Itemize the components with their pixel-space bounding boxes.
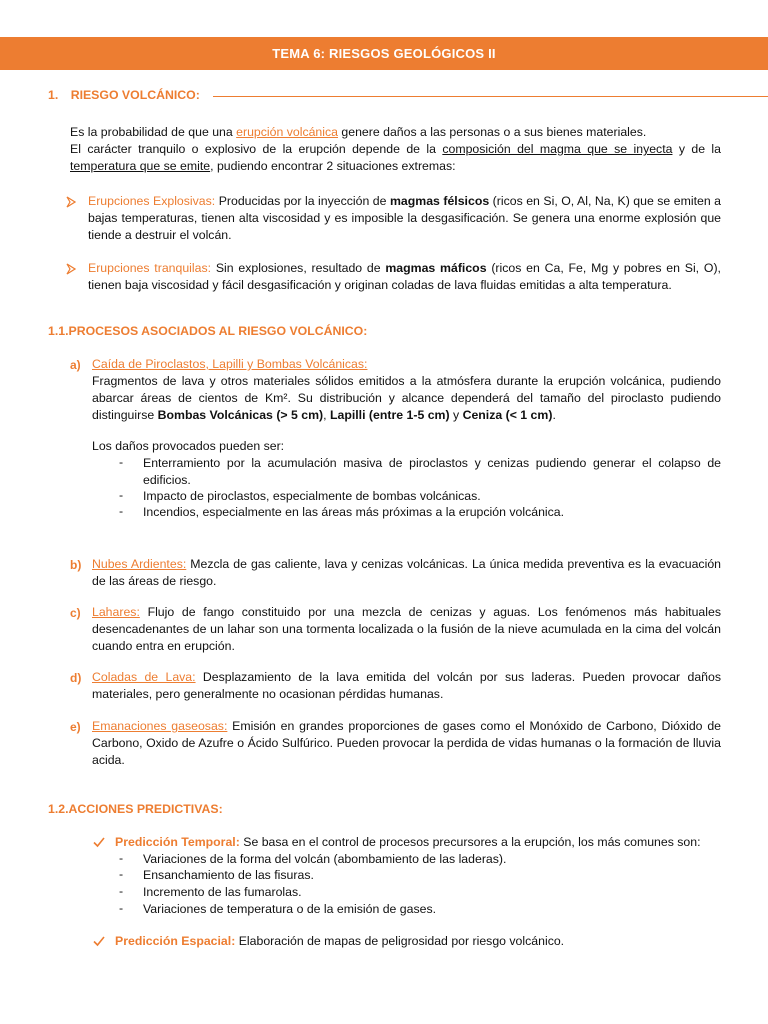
- item-d: [92, 669, 721, 703]
- eruption-explosive: [88, 193, 721, 244]
- prediction-temporal: [115, 834, 735, 851]
- item-text: ,: [323, 408, 330, 422]
- arrow-bullet-icon: [66, 196, 76, 208]
- dash-bullet: -: [119, 455, 124, 469]
- item-title: Coladas de Lava:: [92, 670, 196, 684]
- eruption-text: (ricos en Si, O, Al, Na, K) que se emiten a bajas temperaturas, tienen alta viscosidad y es imposible la desgasificación. Se genera una enorme explosión que tiende a destruir el volcán.: [88, 194, 721, 242]
- intro-text: y de la: [672, 142, 722, 156]
- item-text: Flujo de fango constituido por una mezcla de cenizas y aguas. Los fenómenos más habituales desencadenantes de un lahar son una tormenta localizada o la fusión de la nieve acumulada en la cima del volcán cuando entra en erupción.: [92, 605, 721, 653]
- section-number: 1.1.: [48, 324, 69, 338]
- item-bold: Ceniza (< 1 cm): [462, 408, 553, 422]
- section-title: ACCIONES PREDICTIVAS:: [68, 802, 223, 816]
- composicion-magma-link: composición del magma que se inyecta: [442, 142, 673, 156]
- section-heading-1-1: [48, 324, 367, 338]
- item-text: Desplazamiento de la lava emitida del volcán por sus laderas. Pueden provocar daños materiales, pero generalmente no ocasionan pérdidas humanas.: [92, 670, 721, 701]
- item-text: Emisión en grandes proporciones de gases como el Monóxido de Carbono, Dióxido de Carbono, Oxido de Azufre o Ácido Sulfúrico. Pueden provocar la perdida de vidas humanas o la formación de lluvia acida.: [92, 719, 721, 767]
- checkmark-icon: [93, 836, 105, 848]
- prediction-item: Variaciones de la forma del volcán (abombamiento de las laderas).: [143, 852, 507, 866]
- temperatura-link: temperatura que se emite: [70, 159, 211, 173]
- eruption-calm: [88, 260, 721, 294]
- item-a: [92, 356, 721, 424]
- arrow-bullet-icon: [66, 263, 76, 275]
- item-e: [92, 718, 721, 769]
- section-rule: [213, 96, 768, 97]
- prediction-item: Variaciones de temperatura o de la emisión de gases.: [143, 902, 437, 916]
- dash-bullet: -: [119, 867, 124, 881]
- section-title: PROCESOS ASOCIADOS AL RIESGO VOLCÁNICO:: [68, 324, 368, 338]
- prediction-spatial: [115, 933, 735, 950]
- intro-paragraph: [70, 124, 721, 175]
- item-text: y: [449, 408, 463, 422]
- damage-item: Incendios, especialmente en las áreas más próximas a la erupción volcánica.: [143, 505, 565, 519]
- section-heading-1: [48, 88, 200, 102]
- section-title: RIESGO VOLCÁNICO:: [70, 88, 200, 102]
- intro-text: , pudiendo encontrar 2 situaciones extremas:: [210, 159, 456, 173]
- dash-bullet: -: [119, 488, 124, 502]
- damages-intro: Los daños provocados pueden ser:: [92, 439, 285, 453]
- dash-bullet: -: [119, 884, 124, 898]
- damage-item: Impacto de piroclastos, especialmente de bombas volcánicas.: [143, 489, 481, 503]
- eruption-text: Producidas por la inyección de: [215, 194, 390, 208]
- intro-text: genere daños a las personas o a sus bienes materiales.: [338, 125, 647, 139]
- item-title: Nubes Ardientes:: [92, 557, 187, 571]
- intro-text: Es la probabilidad de que una: [70, 125, 237, 139]
- eruption-bold: magmas máficos: [385, 261, 487, 275]
- erupcion-volcanica-link[interactable]: erupción volcánica: [236, 125, 338, 139]
- checkmark-icon: [93, 935, 105, 947]
- item-text: .: [552, 408, 556, 422]
- item-title: Caída de Piroclastos, Lapilli y Bombas Volcánicas:: [92, 357, 368, 371]
- item-marker-e: e): [70, 720, 81, 734]
- dash-bullet: -: [119, 504, 124, 518]
- item-marker-c: c): [70, 606, 81, 620]
- eruption-label: Erupciones tranquilas:: [88, 261, 212, 275]
- item-c: [92, 604, 721, 655]
- prediction-item: Ensanchamiento de las fisuras.: [143, 868, 314, 882]
- item-text: Mezcla de gas caliente, lava y cenizas volcánicas. La única medida preventiva es la evacuación de las áreas de riesgo.: [92, 557, 721, 588]
- prediction-text: Elaboración de mapas de peligrosidad por riesgo volcánico.: [235, 934, 565, 948]
- prediction-item: Incremento de las fumarolas.: [143, 885, 302, 899]
- eruption-label: Erupciones Explosivas:: [88, 194, 216, 208]
- eruption-text: Sin explosiones, resultado de: [211, 261, 386, 275]
- intro-text: El carácter tranquilo o explosivo de la erupción depende de la: [70, 142, 443, 156]
- section-heading-1-2: [48, 802, 223, 816]
- item-marker-d: d): [70, 671, 82, 685]
- item-text: Fragmentos de lava y otros materiales sólidos emitidos a la atmósfera durante la erupción volcánica, pudiendo abarcar áreas de cientos de Km². Su distribución y alcance dependerá del tamaño del piroclasto pudiendo distinguirse: [92, 374, 721, 422]
- item-title: Lahares:: [92, 605, 140, 619]
- dash-bullet: -: [119, 901, 124, 915]
- section-number: 1.: [48, 88, 59, 102]
- damage-item: Enterramiento por la acumulación masiva de piroclastos y cenizas pudiendo generar el colapso de edificios.: [143, 456, 721, 487]
- page-title: TEMA 6: RIESGOS GEOLÓGICOS II: [0, 37, 768, 70]
- item-title: Emanaciones gaseosas:: [92, 719, 228, 733]
- prediction-label: Predicción Espacial:: [115, 934, 236, 948]
- prediction-label: Predicción Temporal:: [115, 835, 240, 849]
- item-bold: Lapilli (entre 1-5 cm): [329, 408, 450, 422]
- item-marker-b: b): [70, 558, 82, 572]
- eruption-bold: magmas félsicos: [389, 194, 490, 208]
- dash-bullet: -: [119, 851, 124, 865]
- item-marker-a: a): [70, 358, 81, 372]
- item-bold: Bombas Volcánicas (> 5 cm): [157, 408, 324, 422]
- eruption-text: (ricos en Ca, Fe, Mg y pobres en Si, O), tienen baja viscosidad y fácil desgasificación y originan coladas de lava fluidas emitidas a alta temperatura.: [88, 261, 721, 292]
- item-b: [92, 556, 721, 590]
- prediction-text: Se basa en el control de procesos precursores a la erupción, los más comunes son:: [239, 835, 701, 849]
- section-number: 1.2.: [48, 802, 69, 816]
